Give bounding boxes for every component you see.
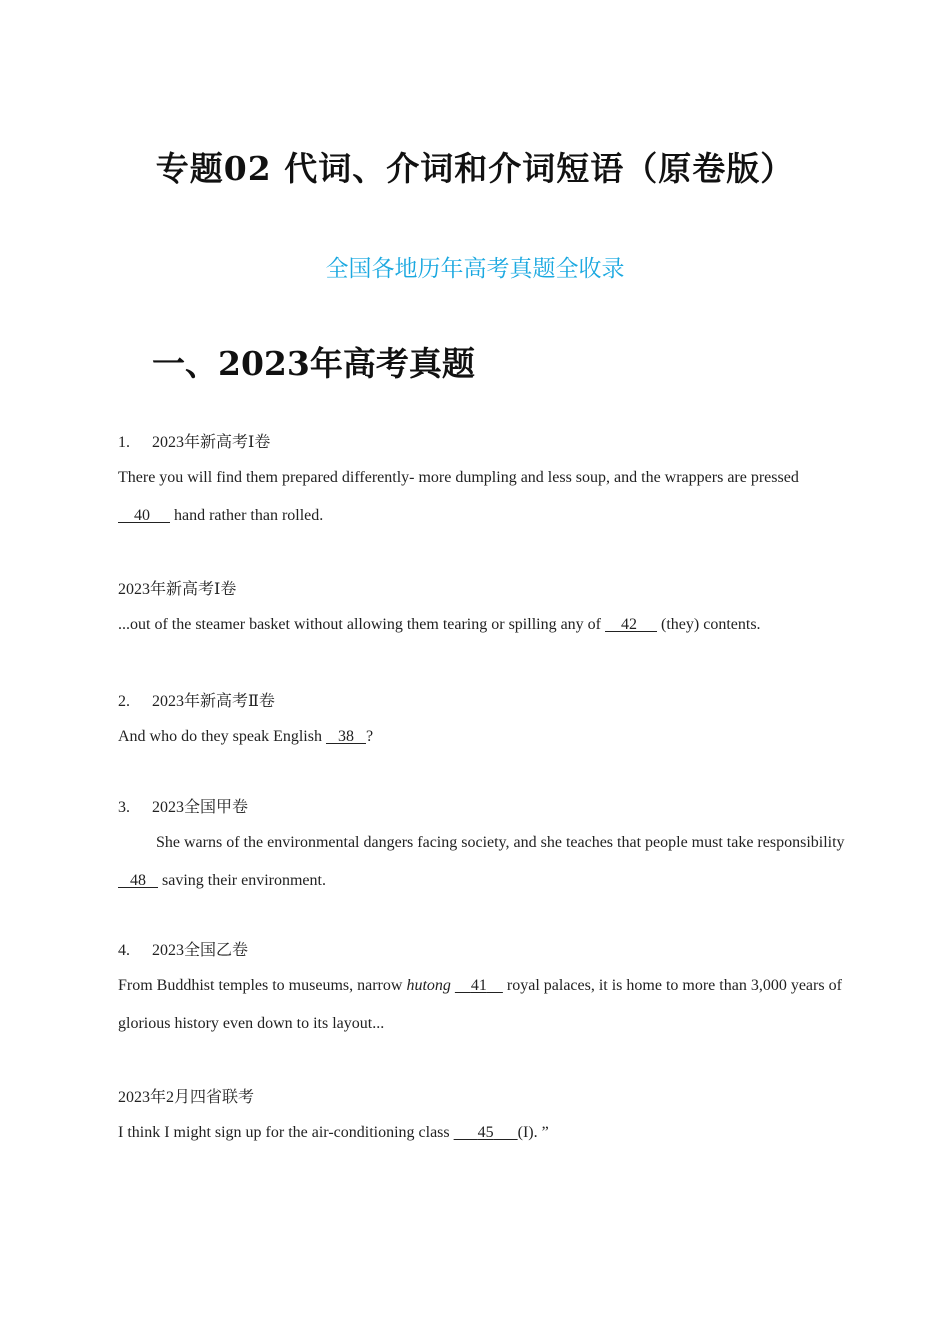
question-4b <box>118 1088 848 1152</box>
question-1b <box>118 580 848 644</box>
question-text <box>118 1114 848 1152</box>
text-before: ...out of the steamer basket without allowing them tearing or spilling any of <box>118 616 606 633</box>
text-after: (I). ” <box>517 1124 549 1141</box>
question-text <box>118 718 848 756</box>
section-heading: 一、2023年高考真题 <box>152 344 475 383</box>
text-before: She warns of the environmental dangers facing society, and she teaches that people must take responsibility <box>156 834 845 851</box>
question-text <box>118 967 848 1043</box>
question-text <box>118 606 848 644</box>
question-number: 2. <box>118 693 130 710</box>
answer-blank: 41 <box>470 977 487 994</box>
answer-blank: 42 <box>621 616 638 633</box>
text-before: From Buddhist temples to museums, narrow <box>118 977 407 994</box>
question-source: 2023年2月四省联考 <box>118 1089 255 1106</box>
question-text <box>118 459 848 535</box>
italic-term: hutong <box>406 977 451 994</box>
question-number: 1. <box>118 434 130 451</box>
answer-blank: 48 <box>130 872 146 889</box>
question-4 <box>118 941 848 1043</box>
question-number: 4. <box>118 942 130 959</box>
question-1 <box>118 433 848 535</box>
question-2 <box>118 692 848 756</box>
question-source: 2023年新高考Ⅰ卷 <box>152 434 271 451</box>
text-after: hand rather than rolled. <box>170 507 324 524</box>
answer-blank: 40 <box>134 507 150 524</box>
question-number: 3. <box>118 799 130 816</box>
question-source: 2023年新高考Ⅱ卷 <box>152 693 275 710</box>
question-text <box>118 824 848 900</box>
text-before: And who do they speak English <box>118 728 326 745</box>
text-after: ? <box>365 728 374 745</box>
text-before: There you will find them prepared differently- more dumpling and less soup, and the wrappers are pressed <box>118 469 799 486</box>
text-after: saving their environment. <box>158 872 326 889</box>
text-after: royal palaces, it is home to more than 3,000 years of glorious history even down to its layout... <box>118 977 842 1032</box>
question-3 <box>118 798 848 900</box>
question-source: 2023年新高考Ⅰ卷 <box>118 581 237 598</box>
question-source: 2023全国乙卷 <box>152 942 249 959</box>
text-before: I think I might sign up for the air-conditioning class <box>118 1124 454 1141</box>
question-source: 2023全国甲卷 <box>152 799 249 816</box>
answer-blank: 45 <box>477 1124 494 1141</box>
text-after: (they) contents. <box>657 616 761 633</box>
page-title: 专题02 代词、介词和介词短语（原卷版） <box>155 149 795 188</box>
page-subtitle: 全国各地历年高考真题全收录 <box>325 256 625 282</box>
answer-blank: 38 <box>337 728 354 745</box>
